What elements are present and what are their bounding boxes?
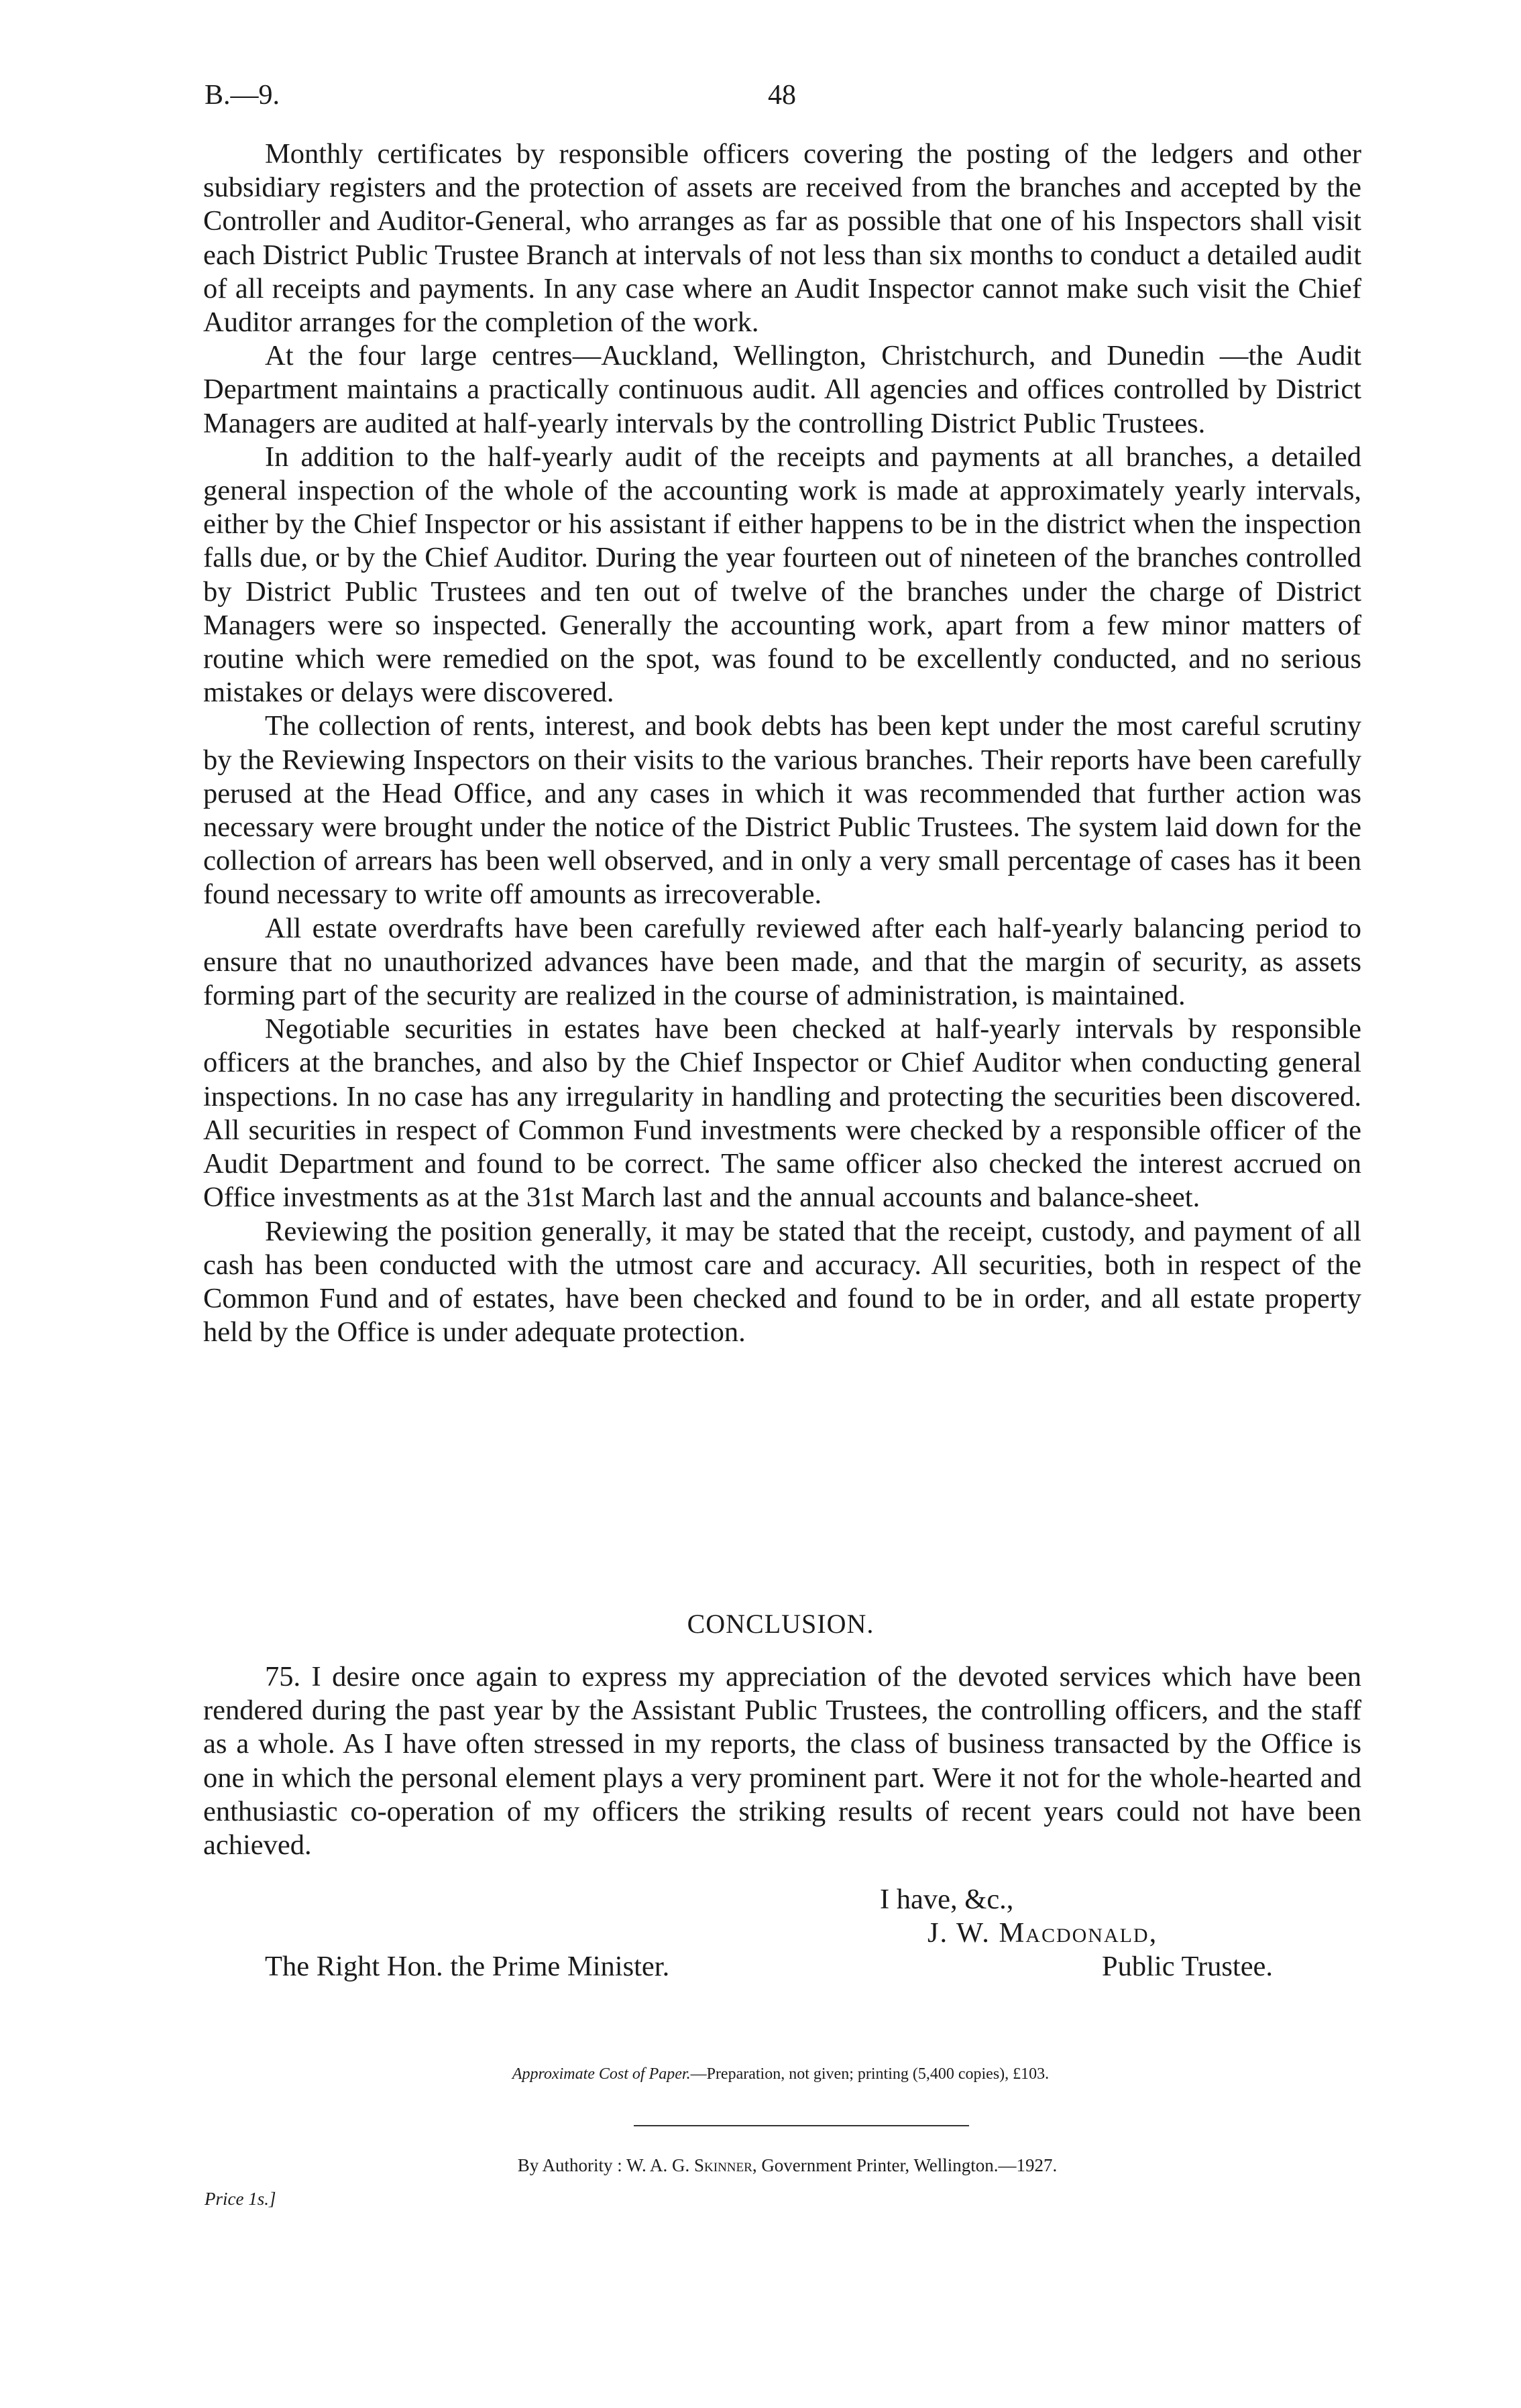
document-reference: B.—9.: [205, 80, 280, 111]
printer-prefix: By Authority : W. A. G.: [517, 2155, 695, 2175]
paragraph-estate-overdrafts: All estate overdrafts have been carefully reviewed after each half-yearly balancing period to ensure that no unauthorized advances have been made, and that the margin of security, as assets forming part of the security are realized in the course of administration, is maintained.: [203, 912, 1361, 1012]
signatory-surname: Macdonald: [999, 1917, 1149, 1949]
paragraph-general-inspection: In addition to the half-yearly audit of the receipts and payments at all branches, a detailed general inspection of the whole of the accounting work is made at approximately yearly intervals, either by the Chief Inspector or his assistant if either happens to be in the district when the inspection falls due, or by the Chief Auditor. During the year fourteen out of nineteen of the branches controlled by District Public Trustees and ten out of twelve of the branches under the charge of District Managers were so inspected. Generally the accounting work, apart from a few minor matters of routine which were remedied on the spot, was found to be excellently conducted, and no serious mistakes or delays were discovered.: [203, 441, 1361, 709]
signatory-title: Public Trustee.: [1102, 1951, 1274, 1982]
paragraph-audit-certificates: Monthly certificates by responsible officers covering the posting of the ledgers and other subsidiary registers and the protection of assets are received from the branches and accepted by the Controller and Auditor-General, who arranges as far as possible that one of his Inspectors shall visit each District Public Trustee Branch at intervals of not less than six months to conduct a detailed audit of all receipts and payments. In any case where an Audit Inspector cannot make such visit the Chief Auditor arranges for the completion of the work.: [203, 138, 1361, 339]
price-label: Price 1s.]: [205, 2189, 276, 2209]
cost-label: Approximate Cost of Paper.: [512, 2065, 691, 2083]
printer-imprint: [0, 2155, 1521, 2176]
conclusion-text: [203, 1660, 1361, 1862]
paragraph-reviewing-position: Reviewing the position generally, it may be stated that the receipt, custody, and payment of all cash has been conducted with the utmost care and accuracy. All securities, both in respect of the Common Fund and of estates, have been checked and found to be in order, and all estate property held by the Office is under adequate protection.: [203, 1215, 1361, 1349]
paragraph-large-centres: At the four large centres—Auckland, Wellington, Christchurch, and Dunedin —the Audit Department maintains a practically continuous audit. All agencies and offices controlled by District Managers are audited at half-yearly intervals by the controlling District Public Trustees.: [203, 340, 1361, 439]
paragraph-conclusion: 75. I desire once again to express my appreciation of the devoted services which have been rendered during the past year by the Assistant Public Trustees, the controlling officers, and the staff as a whole. As I have often stressed in my reports, the class of business transacted by the Office is one in which the personal element plays a very prominent part. Were it not for the whole-hearted and enthusiastic co-operation of my officers the striking results of recent years could not have been achieved.: [203, 1661, 1361, 1861]
paragraph-collection-of-rents: The collection of rents, interest, and book debts has been kept under the most careful scrutiny by the Reviewing Inspectors on their visits to the various branches. Their reports have been carefully perused at the Head Office, and any cases in which it was recommended that further action was necessary were brought under the notice of the District Public Trustees. The system laid down for the collection of arrears has been well observed, and in only a very small percentage of cases has it been found necessary to write off amounts as irrecoverable.: [203, 710, 1361, 911]
printer-name: Skinner: [694, 2155, 752, 2175]
signoff-greeting: I have, &c.,: [880, 1884, 1014, 1915]
page-number: 48: [768, 80, 796, 111]
paragraph-negotiable-securities: Negotiable securities in estates have been checked at half-yearly intervals by responsible officers at the branches, and also by the Chief Inspector or Chief Auditor when conducting general inspections. In no case has any irregularity in handling and protecting the securities been discovered. All securities in respect of Common Fund investments were checked by a responsible officer of the Audit Department and found to be correct. The same officer also checked the interest accrued on Office investments as at the 31st March last and the annual accounts and balance-sheet.: [203, 1013, 1361, 1214]
signatory-name: [927, 1916, 1158, 1949]
cost-of-paper-note: [0, 2065, 1521, 2083]
footer-divider: [634, 2125, 969, 2126]
conclusion-heading: CONCLUSION.: [687, 1609, 875, 1639]
signatory-surname-suffix: ,: [1149, 1917, 1158, 1949]
cost-detail: —Preparation, not given; printing (5,400 copies), £103.: [690, 2065, 1050, 2083]
printer-suffix: , Government Printer, Wellington.—1927.: [752, 2155, 1058, 2175]
body-text: [203, 137, 1361, 1349]
addressee: The Right Hon. the Prime Minister.: [265, 1951, 670, 1982]
signatory-initials: J. W.: [927, 1917, 999, 1949]
